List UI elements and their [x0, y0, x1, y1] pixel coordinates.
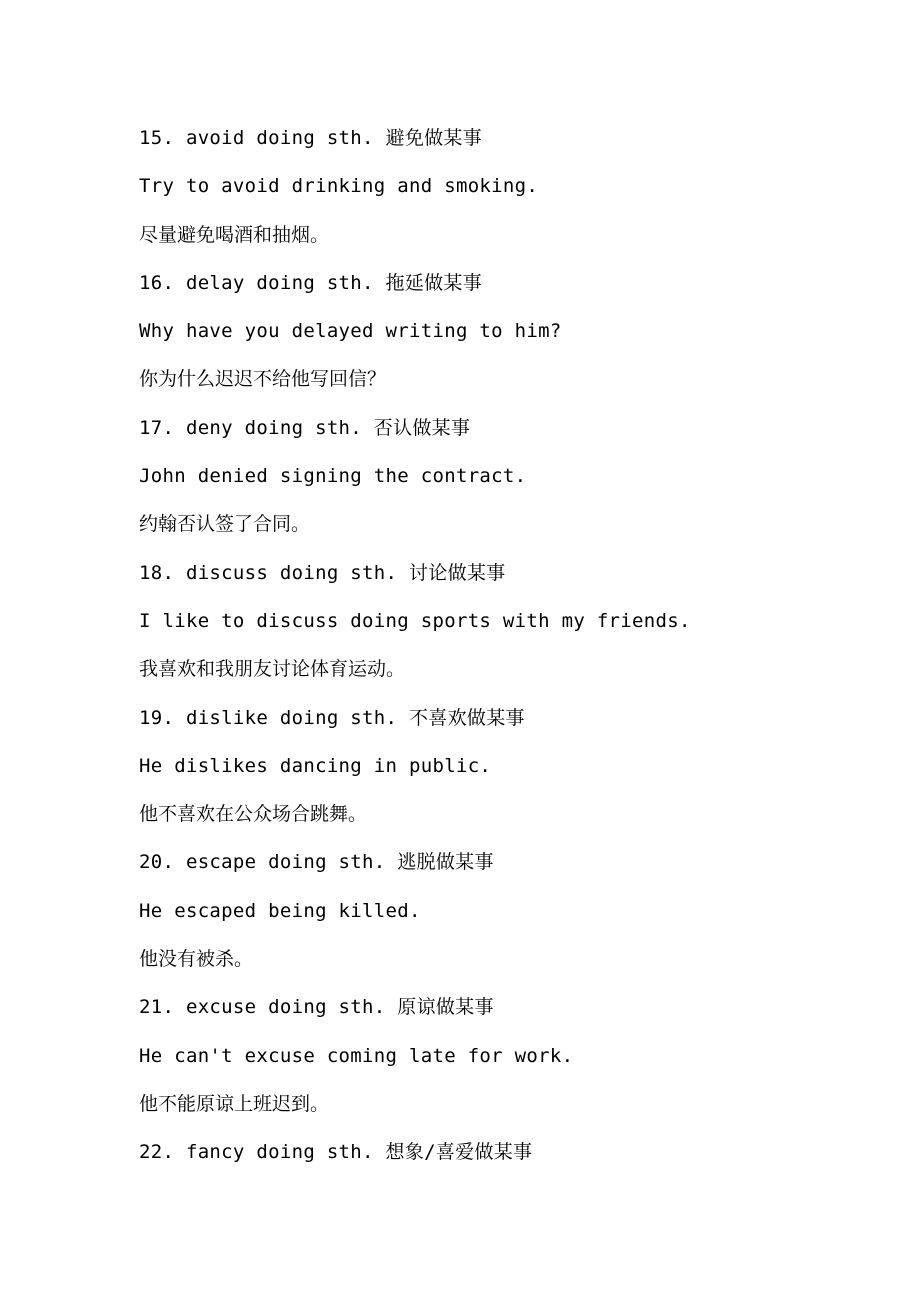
entry-example: John denied signing the contract.	[139, 465, 527, 488]
entry-example: He escaped being killed.	[139, 899, 421, 922]
entry-translation: 你为什么迟迟不给他写回信？	[139, 368, 387, 391]
document-body	[139, 114, 879, 1177]
entry-heading: 22. fancy doing sth. 想象/喜爱做某事	[139, 1141, 533, 1164]
entry-translation: 我喜欢和我朋友讨论体育运动。	[139, 658, 406, 681]
entry-example: He can't excuse coming late for work.	[139, 1044, 574, 1067]
entry-heading: 18. discuss doing sth. 讨论做某事	[139, 561, 506, 584]
entry-translation: 约翰否认签了合同。	[139, 513, 311, 536]
entry-heading: 17. deny doing sth. 否认做某事	[139, 416, 471, 439]
entry-example: Try to avoid drinking and smoking.	[139, 175, 539, 198]
entry-example: I like to discuss doing sports with my friends.	[139, 609, 691, 632]
entry-heading: 19. dislike doing sth. 不喜欢做某事	[139, 706, 525, 729]
entry-heading: 20. escape doing sth. 逃脱做某事	[139, 851, 494, 874]
entry-translation: 他不能原谅上班迟到。	[139, 1092, 330, 1115]
entry-heading: 15. avoid doing sth. 避免做某事	[139, 127, 483, 149]
entry-translation: 他没有被杀。	[139, 948, 254, 971]
entry-example: He dislikes dancing in public.	[139, 754, 492, 777]
entry-heading: 16. delay doing sth. 拖延做某事	[139, 271, 483, 294]
entry-heading: 21. excuse doing sth. 原谅做某事	[139, 996, 494, 1019]
entry-translation: 尽量避免喝酒和抽烟。	[139, 223, 330, 246]
entry-example: Why have you delayed writing to him?	[139, 320, 562, 343]
entry-translation: 他不喜欢在公众场合跳舞。	[139, 803, 368, 826]
